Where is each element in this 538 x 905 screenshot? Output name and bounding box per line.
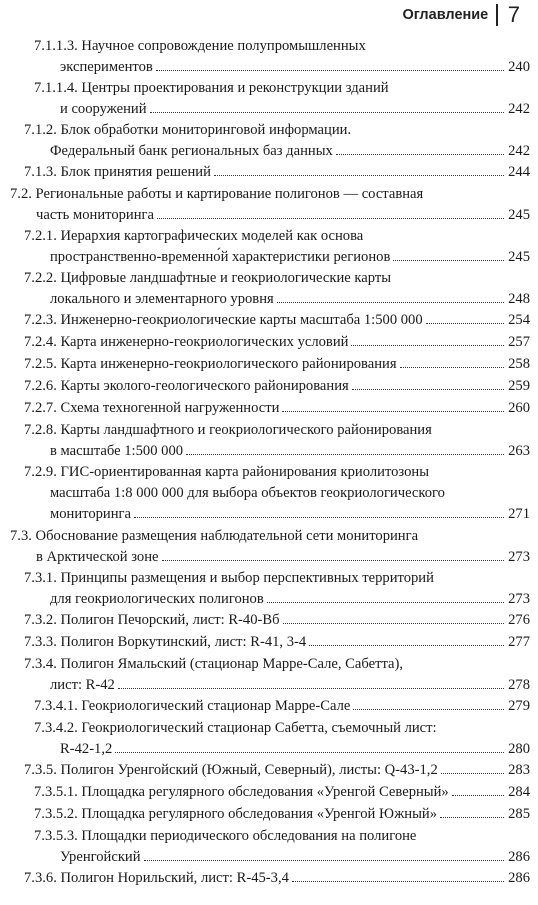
toc-entry-title: в Арктической зоне [36,549,159,565]
toc-entry-title: локального и элементарного уровня [50,291,274,307]
toc-page-number: 273 [508,549,530,565]
toc-page-number: 283 [508,762,530,778]
dot-leader [134,517,504,518]
toc-entry-title: 7.3.2. Полигон Печорский, лист: R-40-Вб [24,612,280,628]
dot-leader [144,860,505,861]
toc-entry-title: 7.1.3. Блок принятия решений [24,164,211,180]
toc-page-number: 245 [508,207,530,223]
toc-entry-title: 7.3.4.1. Геокриологический стационар Марре-Сале [34,698,351,714]
toc-entry-title: в масштабе 1:500 000 [50,443,184,459]
toc-page-number: 260 [508,400,530,416]
toc-page-number: 240 [508,59,530,75]
toc-page-number: 258 [508,356,530,372]
toc-page-number: 280 [508,741,530,757]
toc-entry-title: Уренгойский [60,849,141,865]
toc-page-number: 271 [508,506,530,522]
toc-entry-title: 7.2. Региональные работы и картирование полигонов — составная [10,186,424,202]
toc-entry-title: 7.2.7. Схема техногенной нагруженности [24,400,280,416]
toc-entry-title: Федеральный банк региональных баз данных [50,143,333,159]
toc-page-number: 284 [508,784,530,800]
toc-entry-title: мониторинга [50,506,132,522]
toc-entry-title: лист: R-42 [50,677,115,693]
dot-leader [118,688,504,689]
toc-entry-title: 7.3.3. Полигон Воркутинский, лист: R-41, 3-4 [24,634,307,650]
toc-entry-title: и сооружений [60,101,147,117]
toc-entry-title: 7.3.5.1. Площадка регулярного обследования «Уренгой Северный» [34,784,449,800]
toc-entry-title: 7.3.4. Полигон Ямальский (стационар Марре-Сале, Сабетта), [24,656,403,672]
dot-leader [283,623,505,624]
dot-leader [115,752,504,753]
toc-entry-title: 7.3.1. Принципы размещения и выбор перспективных территорий [24,570,434,586]
toc-entry-title: 7.3.5.2. Площадка регулярного обследования «Уренгой Южный» [34,806,438,822]
toc-page-number: 257 [508,334,530,350]
toc-entry-title: 7.3.6. Полигон Норильский, лист: R-45-3,4 [24,870,289,886]
toc-page-number: 245 [508,249,530,265]
toc-entry-title: часть мониторинга [36,207,154,223]
toc-page-number: 244 [508,164,530,180]
dot-leader [393,260,504,261]
dot-leader [292,881,504,882]
running-header [0,0,538,30]
toc-entry-title: 7.1.1.4. Центры проектирования и реконструкции зданий [34,80,389,96]
dot-leader [277,302,504,303]
toc-entry-title: 7.3. Обоснование размещения наблюдательной сети мониторинга [10,528,419,544]
running-header-title: Оглавление [402,7,489,23]
dot-leader [441,773,504,774]
dot-leader [162,560,505,561]
dot-leader [336,154,504,155]
dot-leader [426,323,504,324]
toc-page-number: 286 [508,870,530,886]
toc-entry-title: 7.2.9. ГИС-ориентированная карта районирования криолитозоны [24,464,430,480]
toc-page-number: 286 [508,849,530,865]
toc-entry-title: 7.1.1.3. Научное сопровождение полупромышленных [34,38,366,54]
toc-entry-title: 7.3.5. Полигон Уренгойский (Южный, Северный), листы: Q-43-1,2 [24,762,438,778]
toc-entry-title: 7.3.5.3. Площадки периодического обследования на полигоне [34,828,417,844]
dot-leader [352,389,504,390]
dot-leader [186,454,504,455]
toc-entry-title: R-42-1,2 [60,741,113,757]
toc-page-number: 279 [508,698,530,714]
toc-page-number: 242 [508,101,530,117]
dot-leader [353,709,504,710]
toc-entry-title: 7.2.4. Карта инженерно-геокриологических условий [24,334,349,350]
toc-entry-title: 7.2.8. Карты ландшафтного и геокриологического районирования [24,422,432,438]
toc-page-number: 242 [508,143,530,159]
toc-page-number: 273 [508,591,530,607]
dot-leader [440,817,504,818]
dot-leader [351,345,504,346]
toc-page-number: 285 [508,806,530,822]
toc-page-number: 278 [508,677,530,693]
dot-leader [309,645,504,646]
toc-page-number: 263 [508,443,530,459]
toc-page-number: 248 [508,291,530,307]
toc-page-number: 254 [508,312,530,328]
dot-leader [400,367,505,368]
toc-entry-title: масштаба 1:8 000 000 для выбора объектов геокриологического [50,485,445,501]
toc-entry-title: 7.2.1. Иерархия картографических моделей как основа [24,228,364,244]
toc-page-number: 277 [508,634,530,650]
header-separator [496,4,498,26]
toc-entry-title: 7.2.2. Цифровые ландшафтные и геокриологические карты [24,270,392,286]
dot-leader [452,795,504,796]
toc-page-number: 259 [508,378,530,394]
dot-leader [267,602,504,603]
page-number: 7 [507,2,520,27]
dot-leader [214,175,504,176]
toc-entry-title: для геокриологических полигонов [50,591,264,607]
toc-entry-title: экспериментов [60,59,153,75]
dot-leader [156,70,504,71]
dot-leader [157,218,504,219]
dot-leader [282,411,504,412]
toc-entry-title: 7.2.3. Инженерно-геокриологические карты масштаба 1:500 000 [24,312,423,328]
dot-leader [150,112,505,113]
toc-entry-title: 7.2.6. Карты эколого-геологического районирования [24,378,349,394]
toc-entry-title: пространственно-временно́й характеристики регионов [50,249,391,265]
toc-entry-title: 7.2.5. Карта инженерно-геокриологического районирования [24,356,397,372]
toc-entry-title: 7.1.2. Блок обработки мониторинговой информации. [24,122,352,138]
toc-page-number: 276 [508,612,530,628]
toc-entry-title: 7.3.4.2. Геокриологический стационар Сабетта, съемочный лист: [34,720,437,736]
